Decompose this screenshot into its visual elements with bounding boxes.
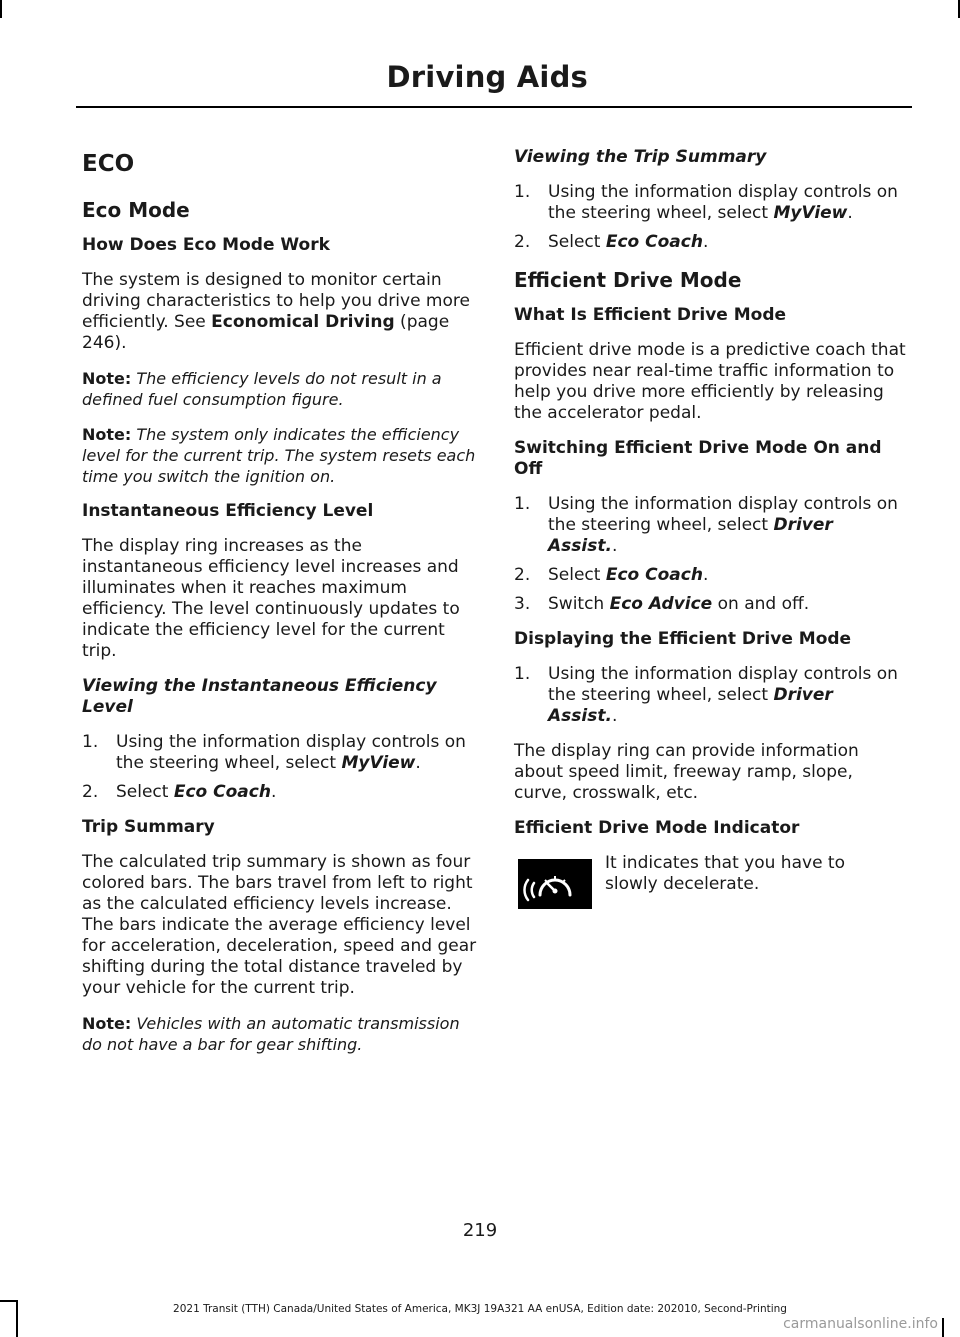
list-item: 2. Select Eco Coach. [514,565,709,585]
steps-viewing-instantaneous [82,732,478,803]
menu-option: Driver Assist. [548,685,833,726]
left-column [82,143,478,1069]
note-label: Note: [82,425,132,444]
step-number: 3. [514,594,531,614]
text: The system is designed to monitor certain driving characteristics to help you drive more efficiently. See [82,270,470,332]
heading-eco: ECO [82,151,135,177]
text: (page 246). [82,312,450,353]
heading-instantaneous-efficiency: Instantaneous Efficiency Level [82,501,374,521]
speedometer-decelerate-icon [518,859,592,909]
step-number: 2. [514,232,531,252]
steps-switching-efficient-drive-mode [514,494,908,615]
note-text: Vehicles with an automatic transmission do not have a bar for gear shifting. [82,1014,460,1054]
step-number: 1. [514,182,531,202]
menu-option: MyView [773,203,848,223]
note-label: Note: [82,369,132,388]
list-item: 2. Select Eco Coach. [514,232,709,252]
text: Select [548,232,606,252]
header-divider [76,106,912,108]
heading-what-is-efficient-drive-mode: What Is Efficient Drive Mode [514,305,787,325]
crop-mark-bottom-right [942,1318,944,1337]
page-number: 219 [462,1220,498,1241]
page-title: Driving Aids [386,60,588,94]
text: Select [116,782,174,802]
list-item: 1. Using the information display controls on the steering wheel, select Driver Assist.. [514,494,898,556]
text: Using the information display controls on the steering wheel, select [548,494,898,535]
text: Select [548,565,606,585]
paragraph-what-is-efficient-drive-mode: Efficient drive mode is a predictive coach that provides near real-time traffic information to help you drive more efficiently by releasing the accelerator pedal. [514,340,906,423]
list-item: 1. Using the information display controls on the steering wheel, select MyView. [82,732,466,773]
heading-viewing-trip-summary: Viewing the Trip Summary [514,147,767,167]
heading-efficient-drive-mode: Efficient Drive Mode [514,268,742,292]
heading-switching-efficient-drive-mode: Switching Efficient Drive Mode On and Off [514,438,882,479]
step-number: 1. [514,664,531,684]
menu-option: Eco Coach [605,232,703,252]
note-text: The efficiency levels do not result in a defined fuel consumption figure. [82,369,442,409]
menu-option: Eco Coach [605,565,703,585]
crop-mark-top-left [0,0,2,18]
step-number: 2. [82,782,99,802]
paragraph-trip-summary: The calculated trip summary is shown as four colored bars. The bars travel from left to right as the calculated efficiency levels increase. The bars indicate the average efficiency level for acceleration, deceleration, speed and gear shifting during the total distance traveled by your vehicle for the current trip. [82,852,477,998]
step-number: 1. [82,732,99,752]
note-label: Note: [82,1014,132,1033]
heading-trip-summary: Trip Summary [82,817,215,837]
menu-option: Eco Advice [609,594,713,614]
note-text: The system only indicates the efficiency level for the current trip. The system resets each time you switch the ignition on. [82,425,476,486]
note-current-trip [82,424,478,487]
heading-efficient-drive-mode-indicator: Efficient Drive Mode Indicator [514,818,800,838]
paragraph-instantaneous-efficiency: The display ring increases as the instantaneous efficiency level increases and illuminates when it reaches maximum efficiency. The level continuously updates to indicate the efficiency level for the current trip. [82,536,460,661]
menu-option: MyView [341,753,416,773]
note-automatic-transmission [82,1013,478,1055]
text: Using the information display controls on the steering wheel, select [548,182,898,223]
footer-edition-info: 2021 Transit (TTH) Canada/United States of America, MK3J 19A321 AA enUSA, Edition date: 202010, Second-Printing [173,1303,787,1315]
watermark: carmanualsonline.info [783,1316,938,1332]
text: Using the information display controls on the steering wheel, select [116,732,466,773]
heading-displaying-efficient-drive-mode: Displaying the Efficient Drive Mode [514,629,852,649]
menu-option: Driver Assist. [548,515,833,556]
list-item: 1. Using the information display controls on the steering wheel, select Driver Assist.. [514,664,898,726]
indicator-description: It indicates that you have to slowly decelerate. [605,853,845,894]
steps-displaying-efficient-drive-mode [514,664,908,727]
step-number: 1. [514,494,531,514]
paragraph-display-ring: The display ring can provide information about speed limit, freeway ramp, slope, curve, crosswalk, etc. [514,741,859,803]
link-economical-driving[interactable]: Economical Driving [211,312,395,332]
heading-viewing-instantaneous: Viewing the Instantaneous Efficiency Level [82,676,437,717]
heading-how-eco-mode-works: How Does Eco Mode Work [82,235,330,255]
step-number: 2. [514,565,531,585]
note-efficiency-levels [82,368,478,410]
heading-eco-mode: Eco Mode [82,198,190,222]
steps-viewing-trip-summary [514,182,908,253]
right-column [514,143,908,933]
text: Switch [548,594,610,614]
list-item [514,594,908,615]
text: Using the information display controls on the steering wheel, select [548,664,898,705]
indicator-row [514,853,908,933]
list-item: 1. Using the information display controls on the steering wheel, select MyView. [514,182,898,223]
menu-option: Eco Coach [173,782,271,802]
paragraph-how-eco-mode-works [82,270,478,354]
list-item: 2. Select Eco Coach. [82,782,277,802]
text: on and off. [712,594,810,614]
